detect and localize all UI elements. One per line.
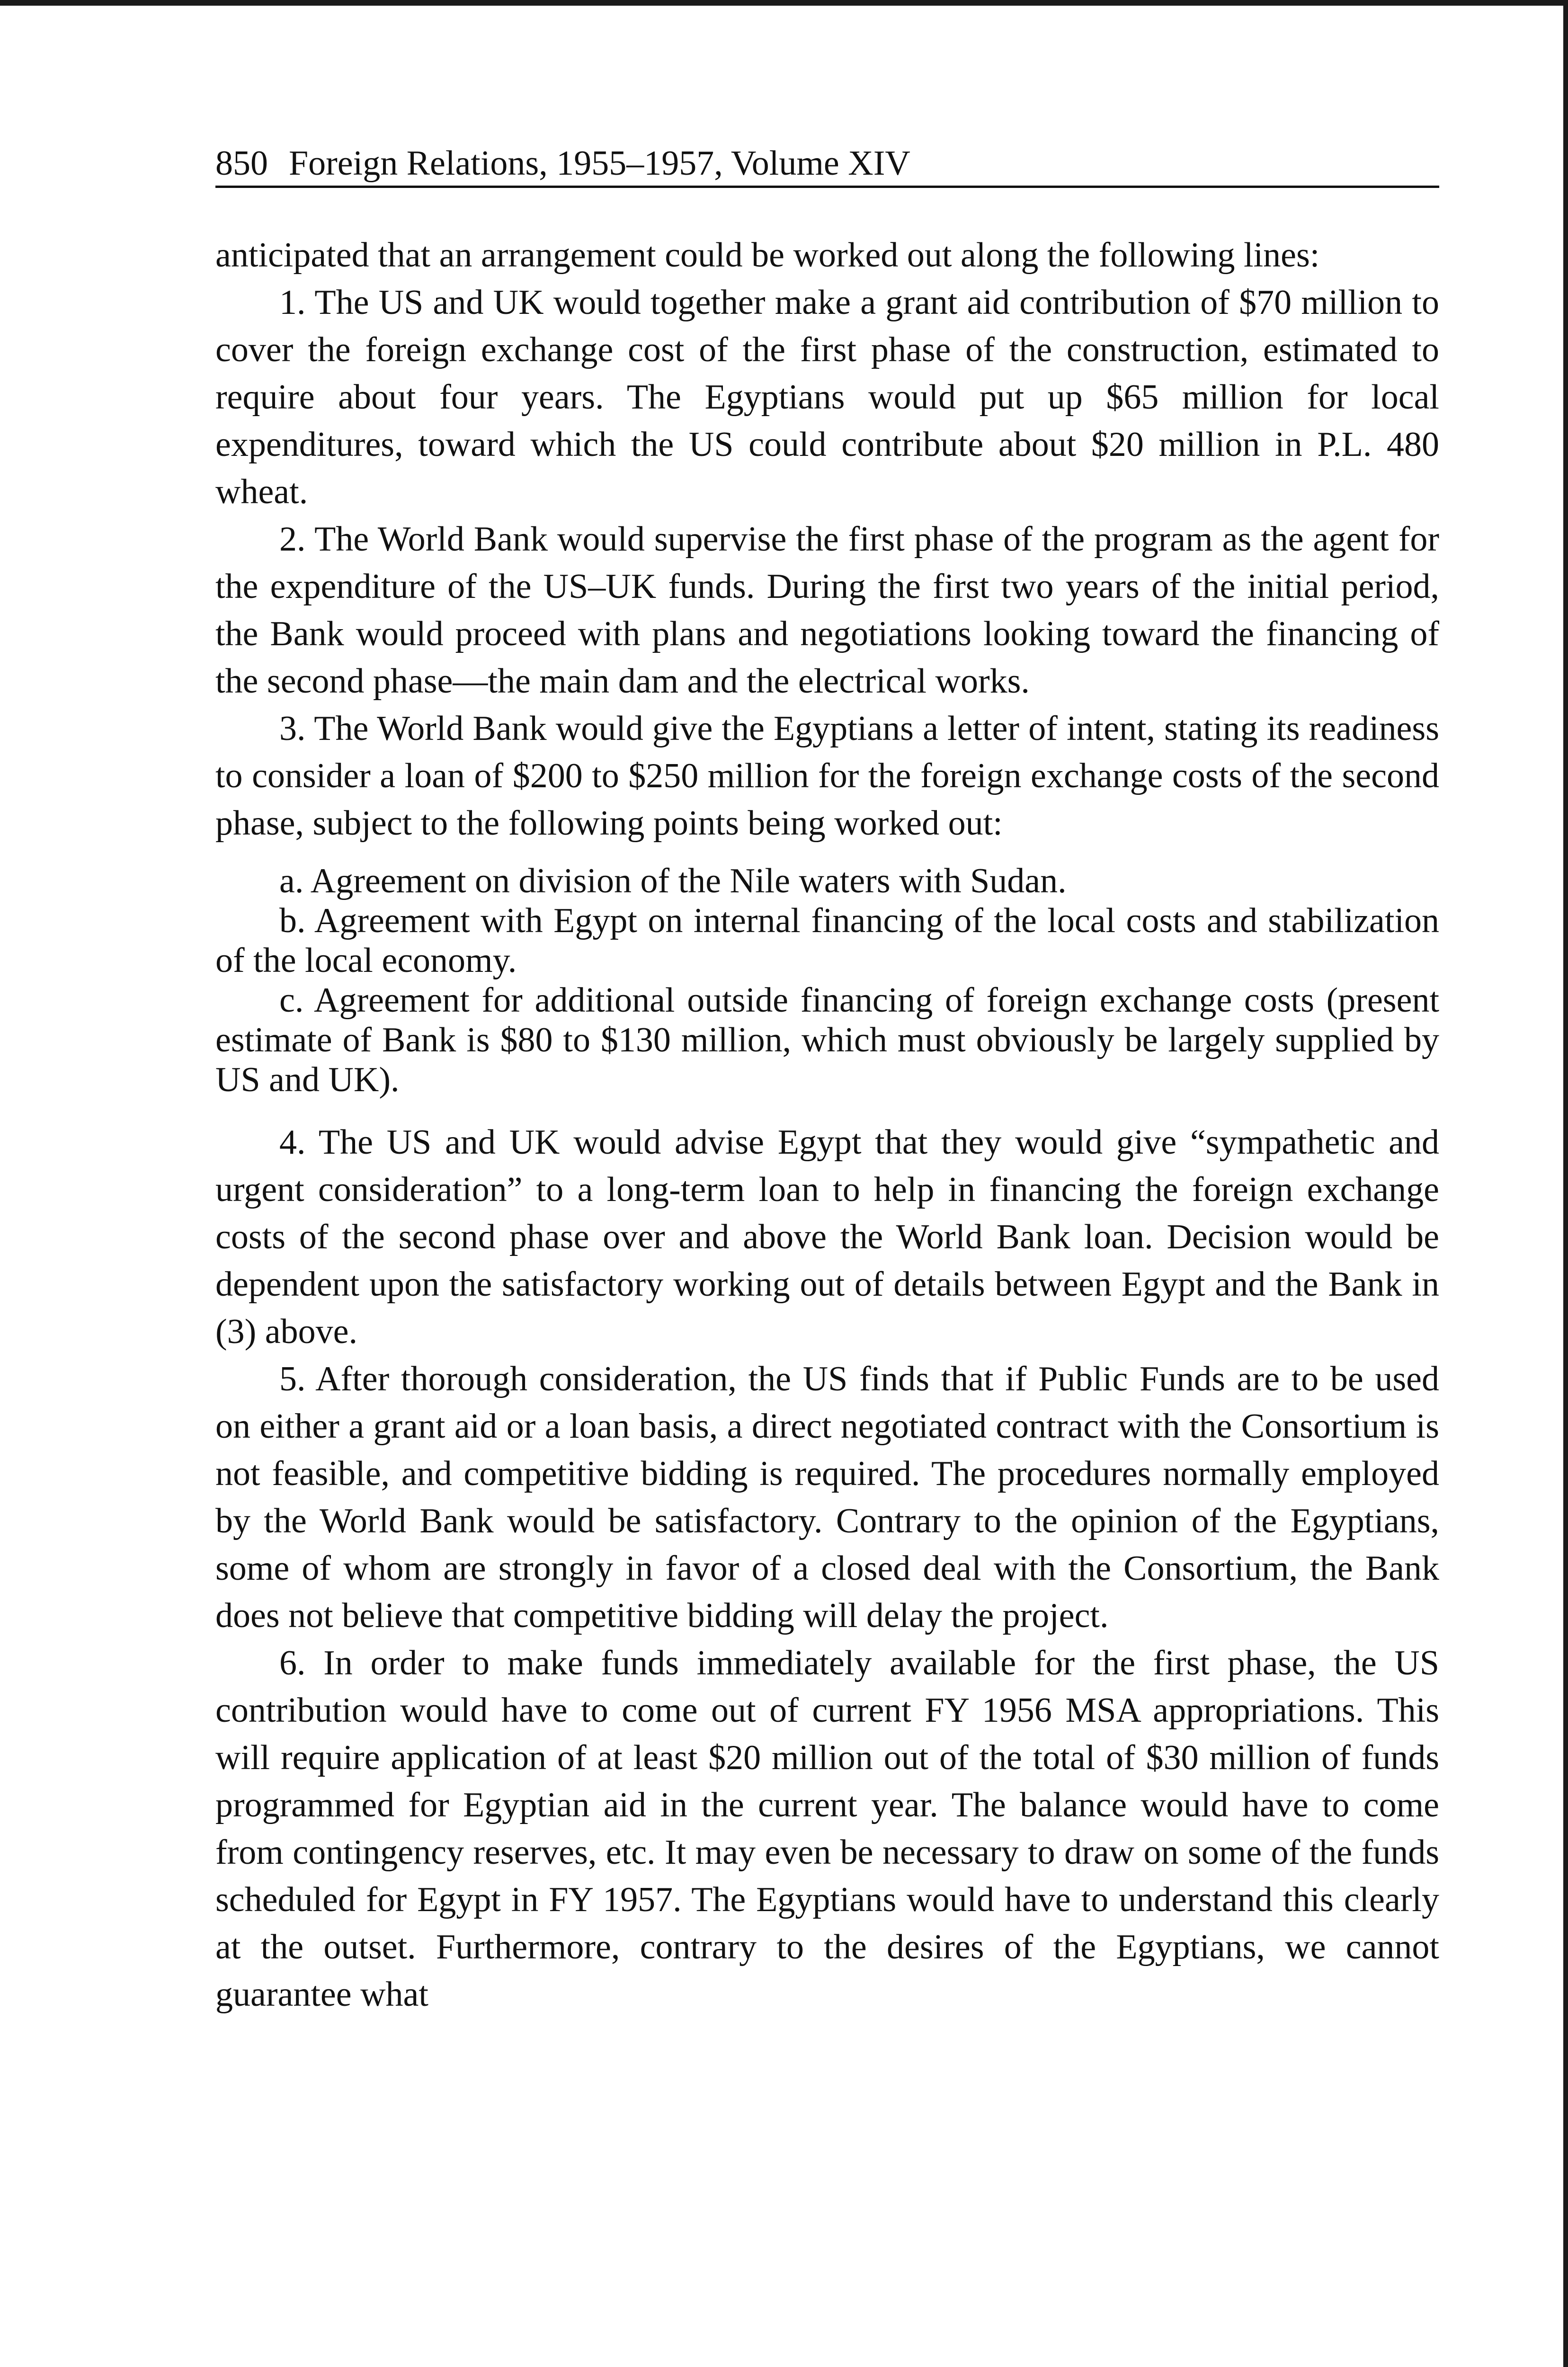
sub-point-c: c. Agreement for additional outside financing of foreign exchange costs (present estimate of Bank is $80 to $130 million, which must obviously be largely supplied by US and UK). <box>215 981 1439 1099</box>
paragraph-intro: anticipated that an arrangement could be worked out along the following lines: <box>215 236 1320 275</box>
scan-border-right <box>1563 0 1568 2367</box>
paragraph-1: 1. The US and UK would together make a grant aid contribution of $70 million to cover the foreign exchange cost of the first phase of the construction, estimated to require about four years. The Egyptians would put up $65 million for local expenditures, toward which the US could contribute about $20 million in P.L. 480 wheat. <box>215 283 1439 511</box>
sub-point-b: b. Agreement with Egypt on internal financing of the local costs and stabilization of the local economy. <box>215 901 1439 980</box>
paragraph-6: 6. In order to make funds immediately available for the first phase, the US contribution would have to come out of current FY 1956 MSA appropriations. This will require application of at least $20 million out of the total of $30 million of funds programmed for Egyptian aid in the current year. The balance would have to come from contingency reserves, etc. It may even be necessary to draw on some of the funds scheduled for Egypt in FY 1957. The Egyptians would have to understand this clearly at the outset. Furthermore, contrary to the desires of the Egyptians, we cannot guarantee what <box>215 1644 1439 2014</box>
running-head <box>215 142 1439 188</box>
page-number: 850 <box>215 144 268 183</box>
document-page <box>215 142 1439 2018</box>
paragraph-5: 5. After thorough consideration, the US finds that if Public Funds are to be used on either a grant aid or a loan basis, a direct negotiated contract with the Consortium is not feasible, and competitive bidding is required. The procedures normally employed by the World Bank would be satisfactory. Contrary to the opinion of the Egyptians, some of whom are strongly in favor of a closed deal with the Consortium, the Bank does not believe that competitive bidding will delay the project. <box>215 1360 1439 1635</box>
running-head-title: Foreign Relations, 1955–1957, Volume XIV <box>289 144 910 183</box>
paragraph-4: 4. The US and UK would advise Egypt that they would give “sympathetic and urgent consideration” to a long-term loan to help in financing the foreign exchange costs of the second phase over and above the World Bank loan. Decision would be dependent upon the satisfactory working out of details between Egypt and the Bank in (3) above. <box>215 1123 1439 1351</box>
paragraph-3: 3. The World Bank would give the Egyptians a letter of intent, stating its readiness to consider a loan of $200 to $250 million for the foreign exchange costs of the second phase, subject to the following points being worked out: <box>215 709 1439 843</box>
sub-point-a: a. Agreement on division of the Nile waters with Sudan. <box>279 862 1067 900</box>
sub-point-list <box>215 861 1439 1100</box>
paragraph-2: 2. The World Bank would supervise the first phase of the program as the agent for the expenditure of the US–UK funds. During the first two years of the initial period, the Bank would proceed with plans and negotiations looking toward the financing of the second phase—the main dam and the electrical works. <box>215 520 1439 701</box>
body-text <box>215 231 1439 2018</box>
scan-border-top <box>0 0 1568 6</box>
